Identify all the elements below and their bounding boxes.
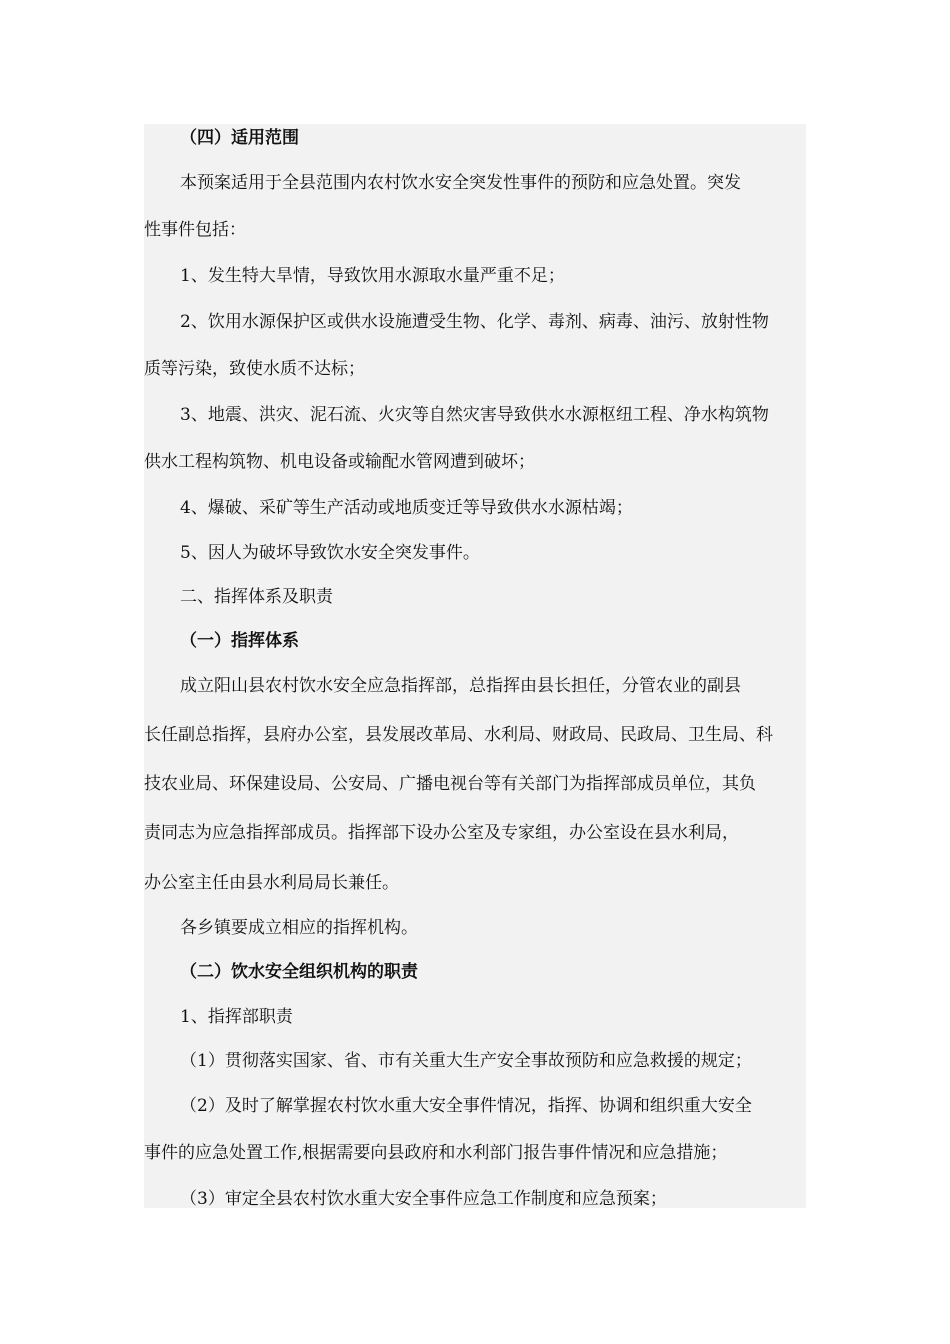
section-duties-heading: （二）饮水安全组织机构的职责 <box>180 962 418 982</box>
list-item-2-line-2: 质等污染，致使水质不达标； <box>144 359 365 379</box>
command-paragraph-line-3: 技农业局、环保建设局、公安局、广播电视台等有关部门为指挥部成员单位，其负 <box>144 774 756 794</box>
duty-item-3: （3）审定全县农村饮水重大安全事件应急工作制度和应急预案； <box>180 1189 667 1209</box>
list-item-3-line-1: 3、地震、洪灾、泥石流、火灾等自然灾害导致供水水源枢纽工程、净水构筑物 <box>180 405 769 425</box>
command-paragraph-line-1: 成立阳山县农村饮水安全应急指挥部，总指挥由县长担任，分管农业的副县 <box>180 676 741 696</box>
scope-paragraph-line-2: 性事件包括： <box>144 220 246 240</box>
section-command-heading: （一）指挥体系 <box>180 631 299 651</box>
list-item-5: 5、因人为破坏导致饮水安全突发事件。 <box>180 543 480 563</box>
duty-item-1: （1）贯彻落实国家、省、市有关重大生产安全事故预防和应急救援的规定； <box>180 1051 752 1071</box>
duty-item-2-line-2: 事件的应急处置工作,根据需要向县政府和水利部门报告事件情况和应急措施； <box>144 1143 728 1163</box>
command-paragraph-line-2: 长任副总指挥，县府办公室，县发展改革局、水利局、财政局、民政局、卫生局、科 <box>144 725 773 745</box>
chapter-2-heading: 二、指挥体系及职责 <box>180 587 333 607</box>
duty-item-2-line-1: （2）及时了解掌握农村饮水重大安全事件情况，指挥、协调和组织重大安全 <box>180 1096 752 1116</box>
duties-subheading-1: 1、指挥部职责 <box>180 1007 293 1027</box>
scope-paragraph-line-1: 本预案适用于全县范围内农村饮水安全突发性事件的预防和应急处置。突发 <box>180 173 741 193</box>
command-paragraph-line-4: 责同志为应急指挥部成员。指挥部下设办公室及专家组，办公室设在县水利局， <box>144 823 739 843</box>
list-item-3-line-2: 供水工程构筑物、机电设备或输配水管网遭到破坏； <box>144 452 535 472</box>
command-paragraph-line-5: 办公室主任由县水利局局长兼任。 <box>144 873 399 893</box>
list-item-4: 4、爆破、采矿等生产活动或地质变迁等导致供水水源枯竭； <box>180 498 633 518</box>
list-item-1: 1、发生特大旱情，导致饮用水源取水量严重不足； <box>180 266 565 286</box>
township-paragraph: 各乡镇要成立相应的指挥机构。 <box>180 918 418 938</box>
section-scope-heading: （四）适用范围 <box>180 128 299 148</box>
list-item-2-line-1: 2、饮用水源保护区或供水设施遭受生物、化学、毒剂、病毒、油污、放射性物 <box>180 312 769 332</box>
